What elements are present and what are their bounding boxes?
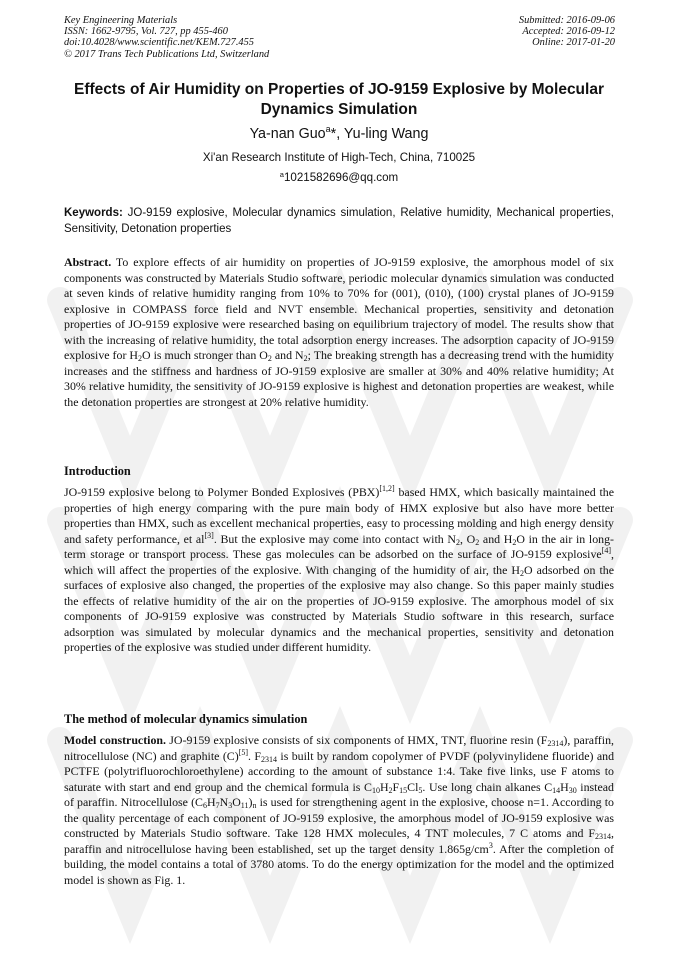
paper-title: Effects of Air Humidity on Properties of JO-9159 Explosive by Molecular Dynamics Simulation xyxy=(73,81,604,118)
model-construction-label: Model construction. xyxy=(64,733,167,747)
author-1: Ya-nan Guo xyxy=(249,125,326,142)
abstract-label: Abstract. xyxy=(64,255,112,269)
email-mark: a xyxy=(279,170,284,179)
issn-line: ISSN: 1662-9795, Vol. 727, pp 455-460 xyxy=(64,26,228,38)
citation[interactable]: [5] xyxy=(238,747,249,757)
method-heading: The method of molecular dynamics simulation xyxy=(64,712,308,726)
keywords-label: Keywords: xyxy=(64,207,123,219)
author-1-mark: a xyxy=(325,124,331,134)
accepted-date: Accepted: 2016-09-12 xyxy=(522,26,615,38)
citation[interactable]: [1,2] xyxy=(379,484,395,493)
introduction-paragraph: JO-9159 explosive belong to Polymer Bonded Explosives (PBX)[1,2] based HMX, which basically maintained the properties of high energy comparing with the pure main body of HMX explosive but also have more better properties than HMX, such as excellent mechanical properties, easy to processing molding and high energy density and safety performance, et al[3]. But the explosive may come into contact with $N_2$, $O_2$ and $H_2O$ in the air in long-term storage or transport process. These gas molecules can be adsorbed on the surface of JO-9159 explosive[4], which will affect the properties of the explosive. With changing of the humidity of air, the $H_2O$ adsorbed on the surfaces of explosive also changed, the properties of the explosive may also change. So this paper mainly studies the effects of relative humidity of the air on the properties of JO-9159 explosive. The amorphous model of six components of JO-9159 explosive was constructed by Materials Studio software in this research, surface adsorption was simulated by molecular dynamics and the mechanical properties, sensitivity and detonation properties of the explosive was studied under different humidity. xyxy=(64,484,615,655)
keywords-text: JO-9159 explosive, Molecular dynamics simulation, Relative humidity, Mechanical properties, Sensitivity, Detonation properties xyxy=(64,207,614,235)
abstract: Abstract. To explore effects of air humidity on properties of JO-9159 explosive, the amorphous model of six components was constructed by Materials Studio software, periodic molecular dynamics simulation was conducted at seven kinds of relative humidity ranging from 10% to 70% for (001), (010), (100) crystal planes of JO-9159 explosive in COMPASS force field and NVT ensemble. Mechanical properties, sensitivity and detonation properties of JO-9159 explosive were researched basing on equilibrium trajectory of model. The results show that with the increasing of relative humidity, the total adsorption energy increases. The adsorption capacity of JO-9159 explosive for $H_2O$ is much stronger than $O_2$ and $N_2$; The breaking strength has a decreasing trend with the humidity increases and the stiffness and hardness of JO-9159 explosive are smaller at 30% and 40% relative humidity; At 30% relative humidity, the sensitivity of JO-9159 explosive is highest and detonation properties are weakest, while the detonation properties are strongest at 20% relative humidity. xyxy=(64,255,615,409)
copyright-line: © 2017 Trans Tech Publications Ltd, Switzerland xyxy=(64,48,270,60)
corresponding-star: * xyxy=(330,125,337,142)
affiliation: Xi'an Research Institute of High-Tech, China, 710025 xyxy=(202,151,476,164)
introduction-heading: Introduction xyxy=(64,464,131,478)
journal-header-left xyxy=(64,15,269,60)
online-date: Online: 2017-01-20 xyxy=(532,37,615,49)
citation[interactable]: [4] xyxy=(601,546,612,556)
email-address[interactable]: 1021582696@qq.com xyxy=(283,171,399,184)
citation[interactable]: [3] xyxy=(204,530,214,540)
author-email xyxy=(0,170,678,184)
model-construction-paragraph: Model construction. JO-9159 explosive consists of six components of HMX, TNT, fluorine resin $(F_{2314})$, paraffin, nitrocellulose (NC) and graphite (C)[5]. $F_{2314}$ is built by random copolymer of PVDF (polyvinylidene fluoride) and PCTFE (polytrifluorochloroethylene) according to the amount of substance 1:4. Take five links, use F atoms to saturate with start and end group and the chemical formula is $C_{10}H_2F_{15}Cl_5$. Use long chain alkanes $C_{14}H_{30}$ instead of paraffin. Nitrocellulose $(C_6H_7N_3O_{11})_n$ is used for strengthening agent in the explosive, choose n=1. According to the quality percentage of each component of JO-9159 explosive, the amorphous model of JO-9159 explosive was constructed by Materials Studio software. Take 128 HMX molecules, 4 TNT molecules, 7 C atoms and $F_{2314}$, paraffin and nitrocellulose having been established, set up the target density $1.865g/cm^3$. After the completion of building, the model contains a total of 3780 atoms. To do the energy optimization for the model and the optimized model is shown as Fig. 1. xyxy=(64,733,615,887)
keywords xyxy=(64,206,614,237)
author-2: Yu-ling Wang xyxy=(343,125,429,142)
submitted-date: Submitted: 2016-09-06 xyxy=(518,15,615,26)
doi-line[interactable]: doi:10.4028/www.scientific.net/KEM.727.455 xyxy=(64,37,254,49)
journal-header-right xyxy=(519,15,615,49)
journal-name: Key Engineering Materials xyxy=(64,15,178,26)
author-list: Ya-nan Guo$^a$*, Yu-ling Wang xyxy=(249,124,429,142)
